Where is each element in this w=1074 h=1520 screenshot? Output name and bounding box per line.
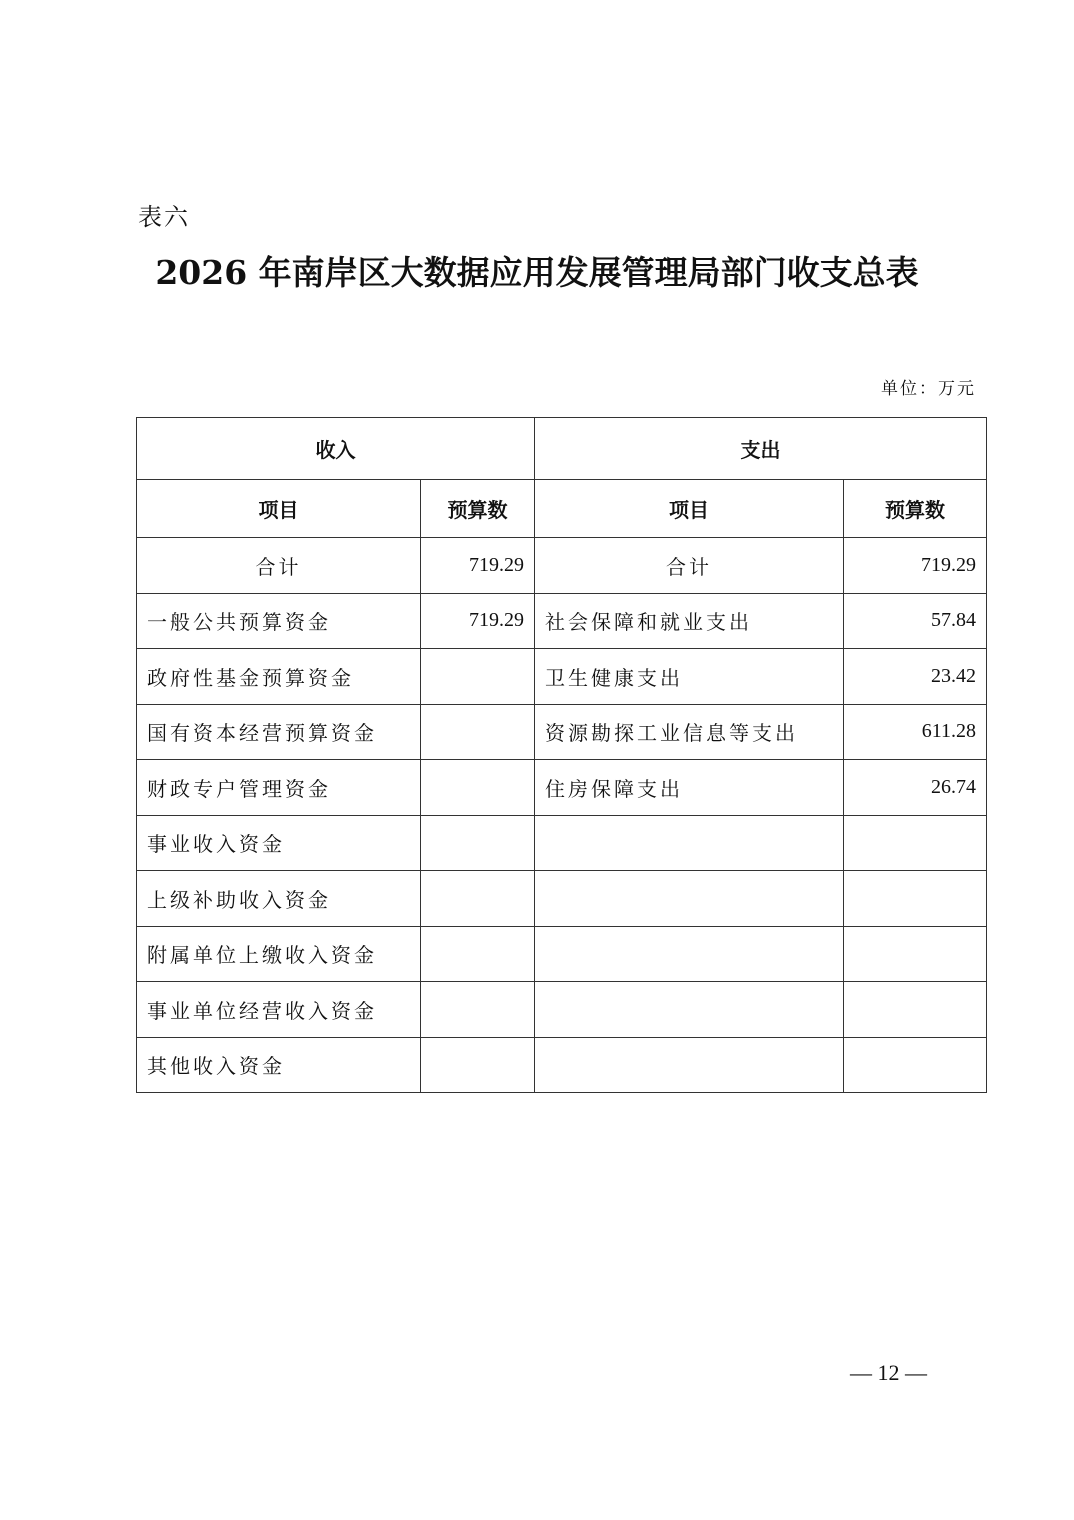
- table-row: [137, 871, 987, 927]
- budget-table: [136, 417, 987, 1093]
- income-item-cell: 政府性基金预算资金: [137, 649, 421, 705]
- total-row: [137, 538, 987, 594]
- expense-budget-column-header: 预算数: [844, 480, 987, 538]
- income-item-cell: 事业收入资金: [137, 815, 421, 871]
- income-value-cell: [421, 982, 535, 1038]
- expense-item-column-header: 项目: [535, 480, 844, 538]
- income-item-cell: 合计: [137, 538, 421, 594]
- income-budget-column-header: 预算数: [421, 480, 535, 538]
- income-value-cell: [421, 815, 535, 871]
- expense-value-cell: 23.42: [844, 649, 987, 705]
- income-value-cell: [421, 649, 535, 705]
- income-item-cell: 事业单位经营收入资金: [137, 982, 421, 1038]
- income-item-cell: 财政专户管理资金: [137, 760, 421, 816]
- expense-value-cell: 26.74: [844, 760, 987, 816]
- expense-value-cell: [844, 1037, 987, 1093]
- income-value-cell: 719.29: [421, 538, 535, 594]
- income-item-column-header: 项目: [137, 480, 421, 538]
- income-item-cell: 附属单位上缴收入资金: [137, 926, 421, 982]
- table-row: [137, 982, 987, 1038]
- group-header-row: [137, 418, 987, 480]
- income-item-cell: 其他收入资金: [137, 1037, 421, 1093]
- expense-value-cell: 719.29: [844, 538, 987, 594]
- table-row: [137, 649, 987, 705]
- expense-value-cell: 57.84: [844, 593, 987, 649]
- table-row: [137, 1037, 987, 1093]
- income-value-cell: [421, 1037, 535, 1093]
- income-item-cell: 上级补助收入资金: [137, 871, 421, 927]
- table-row: [137, 926, 987, 982]
- table-row: [137, 815, 987, 871]
- expense-value-cell: [844, 871, 987, 927]
- expense-value-cell: [844, 982, 987, 1038]
- expense-item-cell: [535, 815, 844, 871]
- income-value-cell: [421, 760, 535, 816]
- income-value-cell: [421, 926, 535, 982]
- expense-item-cell: 资源勘探工业信息等支出: [535, 704, 844, 760]
- page-number: — 12 —: [850, 1360, 927, 1385]
- column-header-row: [137, 480, 987, 538]
- income-value-cell: 719.29: [421, 593, 535, 649]
- expense-item-cell: 住房保障支出: [535, 760, 844, 816]
- expense-item-cell: [535, 1037, 844, 1093]
- expense-value-cell: 611.28: [844, 704, 987, 760]
- income-value-cell: [421, 871, 535, 927]
- expense-item-cell: 卫生健康支出: [535, 649, 844, 705]
- table-label: 表六: [138, 203, 190, 231]
- expense-value-cell: [844, 926, 987, 982]
- expense-item-cell: [535, 982, 844, 1038]
- expense-header: 支出: [535, 418, 987, 480]
- expense-value-cell: [844, 815, 987, 871]
- table-row: [137, 704, 987, 760]
- table-row: [137, 760, 987, 816]
- income-value-cell: [421, 704, 535, 760]
- table-row: [137, 593, 987, 649]
- expense-item-cell: 社会保障和就业支出: [535, 593, 844, 649]
- income-header: 收入: [137, 418, 535, 480]
- income-item-cell: 一般公共预算资金: [137, 593, 421, 649]
- budget-table-body: [137, 418, 987, 1093]
- document-title: 2026 年南岸区大数据应用发展管理局部门收支总表: [155, 253, 919, 292]
- income-item-cell: 国有资本经营预算资金: [137, 704, 421, 760]
- expense-item-cell: 合计: [535, 538, 844, 594]
- expense-item-cell: [535, 871, 844, 927]
- expense-item-cell: [535, 926, 844, 982]
- unit-note: 单位：万元: [881, 379, 976, 399]
